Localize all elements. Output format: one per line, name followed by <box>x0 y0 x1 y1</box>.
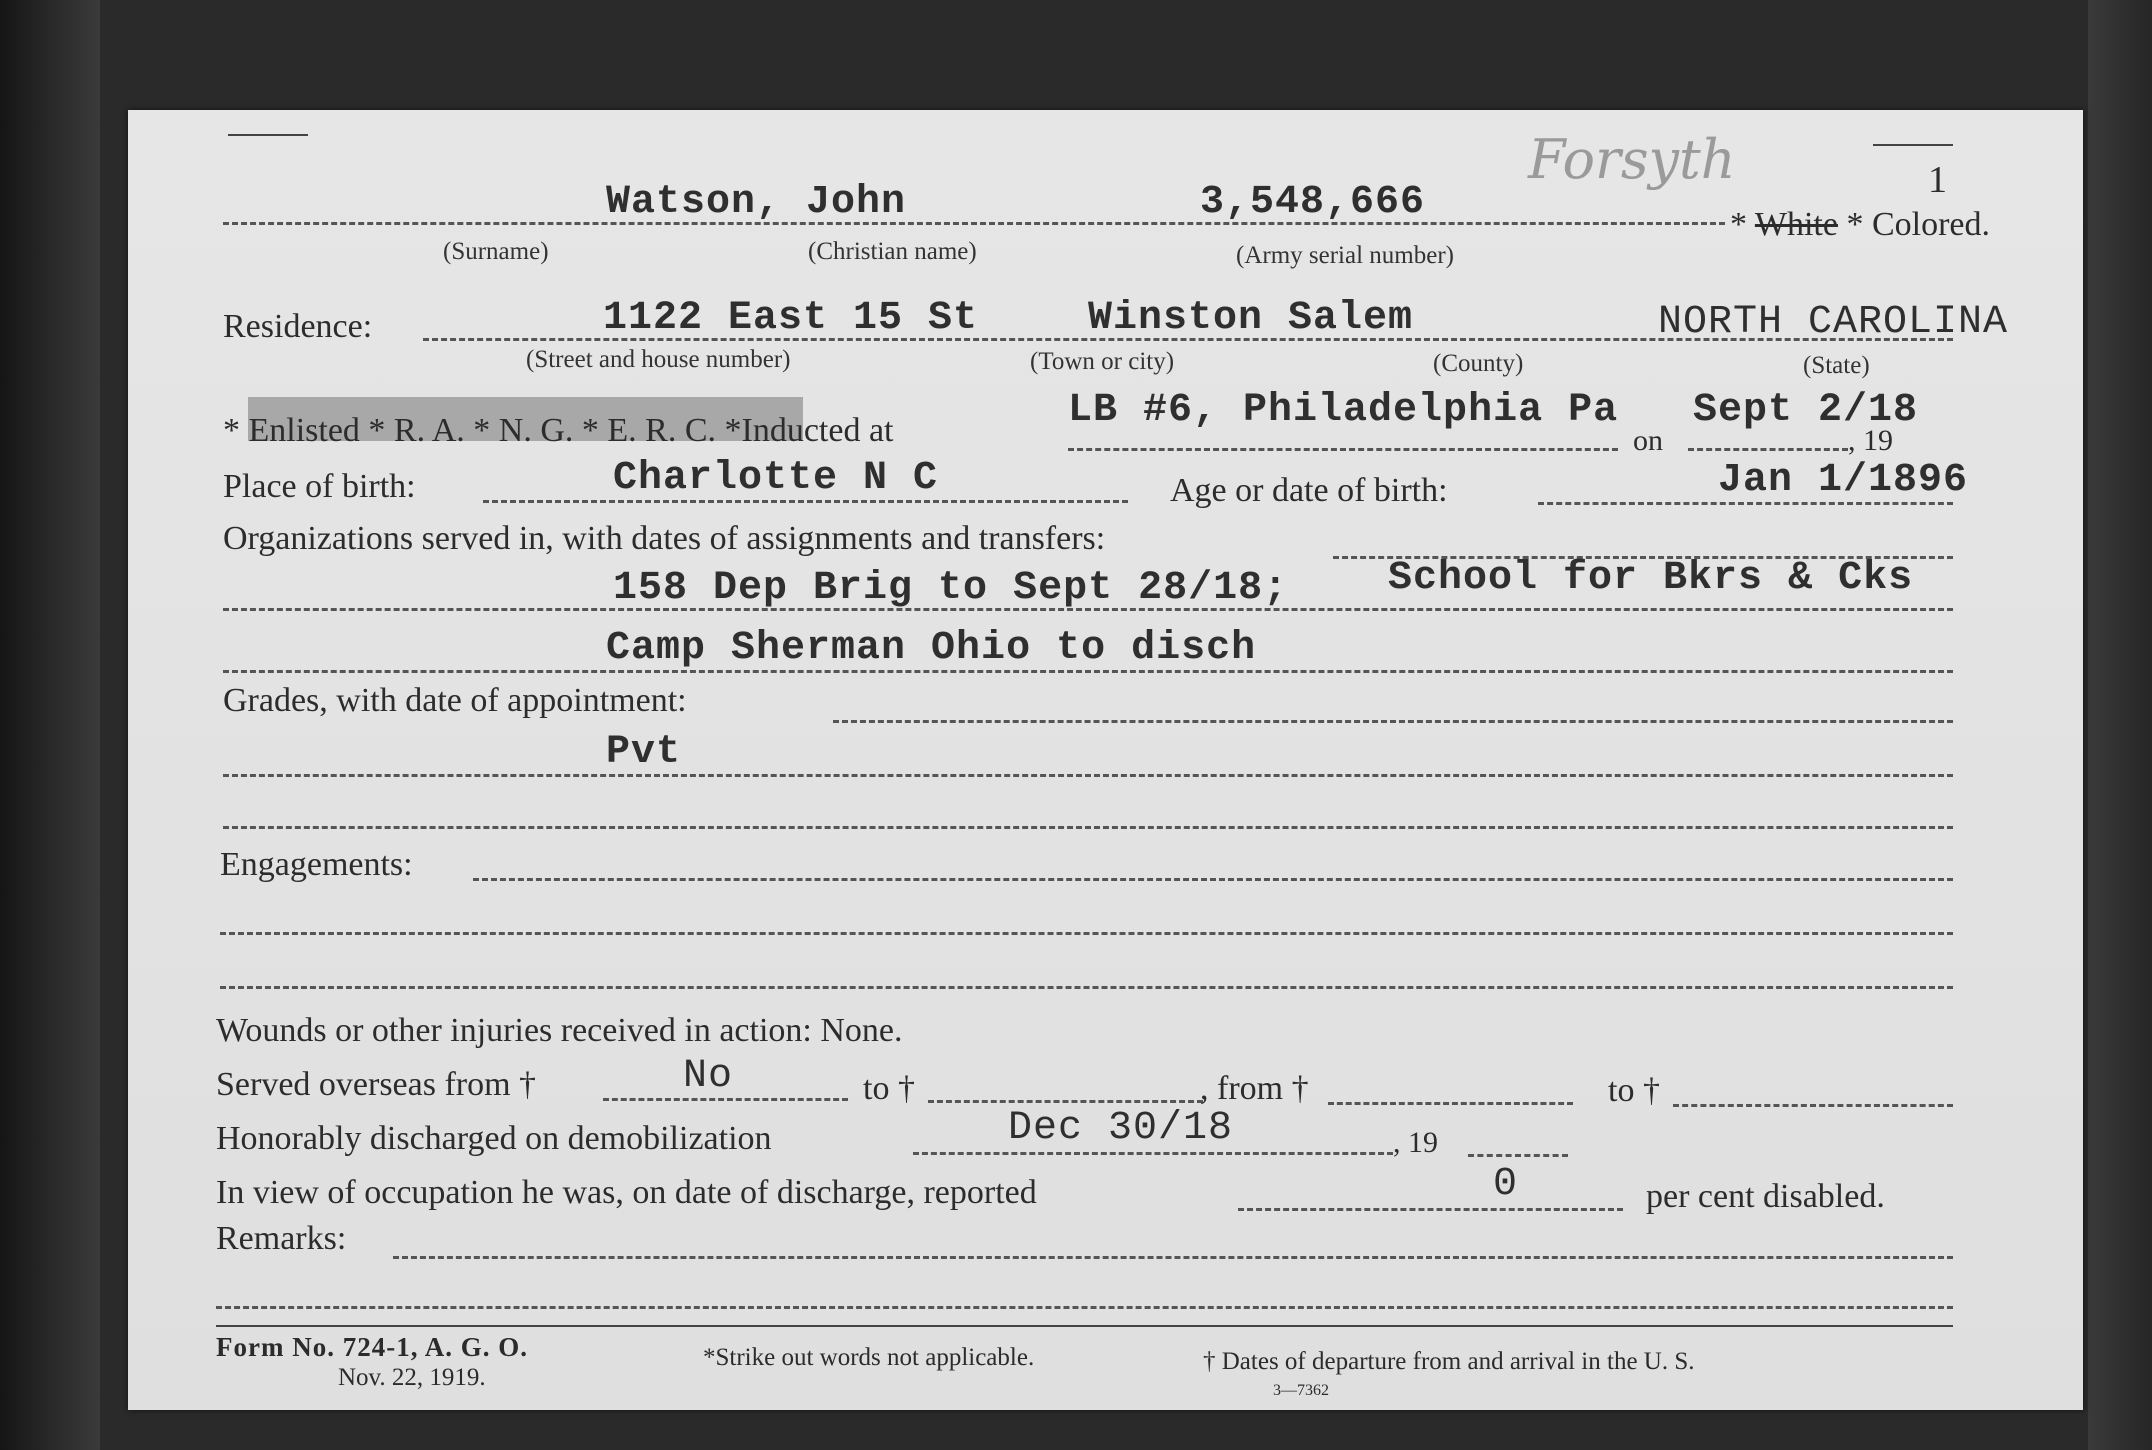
disability-value: 0 <box>1493 1162 1519 1207</box>
inducted-at: LB #6, Philadelphia Pa <box>1068 388 1619 433</box>
overseas-from-line-2 <box>1328 1102 1573 1105</box>
induction-date-line <box>1688 448 1848 451</box>
residence-state: NORTH CAROLINA <box>1658 300 2009 345</box>
county-handwritten: Forsyth <box>1528 128 1736 191</box>
wounds-statement: Wounds or other injuries received in action: None. <box>216 1012 903 1049</box>
engagements-line-1 <box>220 932 1953 935</box>
overseas-to-label-2: to † <box>1608 1072 1660 1109</box>
engagements-line-2 <box>220 986 1953 989</box>
residence-town: Winston Salem <box>1088 296 1414 341</box>
disability-label: In view of occupation he was, on date of discharge, reported <box>216 1174 1037 1211</box>
grade-entry: Pvt <box>606 730 682 775</box>
induction-year-prefix: , 19 <box>1848 424 1893 457</box>
residence-street: 1122 East 15 St <box>603 296 979 341</box>
birth-date: Jan 1/1896 <box>1718 458 1969 503</box>
footer-rule <box>216 1325 1953 1327</box>
discharge-date-line <box>913 1152 1393 1155</box>
army-serial-number: 3,548,666 <box>1200 180 1426 225</box>
enlistment-options: * Enlisted * R. A. * N. G. * E. R. C. *Inducted at <box>223 412 894 449</box>
caption-surname: (Surname) <box>443 238 549 265</box>
overseas-to-label: to † <box>863 1070 915 1107</box>
overseas-from-label-2: , from † <box>1200 1070 1309 1107</box>
grades-line-1 <box>223 774 1953 777</box>
grades-label: Grades, with date of appointment: <box>223 682 687 719</box>
organization-entry-2: Camp Sherman Ohio to disch <box>606 626 1257 671</box>
discharge-label: Honorably discharged on demobilization <box>216 1120 772 1157</box>
overseas-to-line-2 <box>1673 1104 1953 1107</box>
residence-label: Residence: <box>223 308 373 345</box>
caption-christian-name: (Christian name) <box>808 238 977 265</box>
birth-place: Charlotte N C <box>613 456 939 501</box>
name-line <box>223 222 1725 225</box>
engagements-line-0 <box>473 878 1953 881</box>
birth-place-label: Place of birth: <box>223 468 416 505</box>
overseas-to-line <box>928 1100 1203 1103</box>
disability-suffix: per cent disabled. <box>1646 1178 1885 1215</box>
caption-serial: (Army serial number) <box>1236 242 1454 269</box>
page-number: 1 <box>1928 159 1947 201</box>
soldier-name: Watson, John <box>606 180 907 225</box>
footnote-dates: † Dates of departure from and arrival in the U. S. <box>1203 1348 1695 1375</box>
discharge-year-prefix: , 19 <box>1393 1126 1438 1159</box>
print-code: 3—7362 <box>1273 1382 1329 1399</box>
caption-street: (Street and house number) <box>526 346 791 373</box>
on-label: on <box>1633 424 1663 457</box>
top-left-rule <box>228 134 308 136</box>
remarks-line-0 <box>393 1256 1953 1259</box>
service-record-card <box>128 110 2083 1410</box>
discharge-date: Dec 30/18 <box>1008 1106 1234 1151</box>
scan-border-left <box>0 0 100 1450</box>
race-field: * White * Colored. <box>1730 206 1991 243</box>
organizations-label: Organizations served in, with dates of assignments and transfers: <box>223 520 1106 557</box>
grades-line-0 <box>833 720 1953 723</box>
caption-state: (State) <box>1803 352 1870 379</box>
age-label: Age or date of birth: <box>1170 472 1448 509</box>
induction-line <box>1068 448 1618 451</box>
induction-date: Sept 2/18 <box>1693 388 1919 433</box>
form-number: Form No. 724-1, A. G. O. <box>216 1332 528 1362</box>
form-date: Nov. 22, 1919. <box>338 1364 486 1391</box>
caption-county: (County) <box>1433 350 1524 377</box>
overseas-value: No <box>683 1054 734 1099</box>
engagements-label: Engagements: <box>220 846 413 883</box>
organization-entry-1b: School for Bkrs & Cks <box>1388 556 1914 601</box>
top-right-rule <box>1873 144 1953 146</box>
scan-border-right <box>2088 0 2152 1450</box>
caption-town: (Town or city) <box>1030 348 1175 375</box>
discharge-year-line <box>1468 1154 1568 1157</box>
disability-line <box>1238 1208 1623 1211</box>
remarks-label: Remarks: <box>216 1220 347 1257</box>
grades-line-2 <box>223 826 1953 829</box>
remarks-line-1 <box>216 1306 1953 1309</box>
overseas-label: Served overseas from † <box>216 1066 537 1103</box>
organization-entry-1: 158 Dep Brig to Sept 28/18; <box>613 566 1289 611</box>
footnote-strike-out: *Strike out words not applicable. <box>703 1344 1035 1371</box>
